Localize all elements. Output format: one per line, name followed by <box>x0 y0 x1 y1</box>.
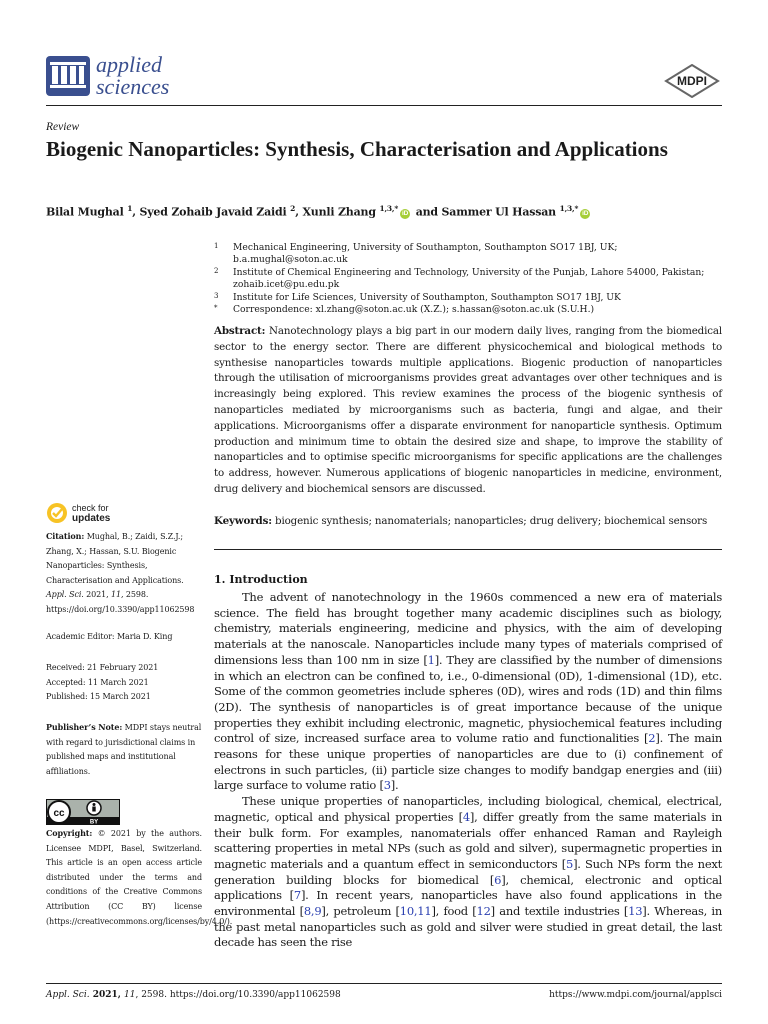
footer-doi[interactable]: , 2598. https://doi.org/10.3390/app11062598 <box>135 990 341 1000</box>
author-name[interactable]: Sammer Ul Hassan <box>441 205 556 219</box>
abstract-label: Abstract: <box>214 325 266 337</box>
citation <box>46 529 202 618</box>
author-affil: 1,3,* <box>379 204 399 213</box>
mdpi-logo-icon <box>664 64 720 98</box>
affiliation-item <box>214 304 724 316</box>
dates <box>46 661 202 705</box>
academic-editor: Academic Editor: Maria D. King <box>46 632 173 641</box>
journal-name <box>96 54 169 98</box>
paragraph <box>214 590 722 794</box>
affiliation-item <box>214 267 724 292</box>
paragraph-text: ], differ greatly from the same materials in their bulk form. For examples, nanomaterials offer enhanced Raman and Rayleigh scattering properties in metal NPs (such as gold and silver), supermagnetic properties in magnetic materials and a quantum effect in semiconductors [ <box>214 809 723 871</box>
footer-journal-url[interactable]: https://www.mdpi.com/journal/applsci <box>549 990 722 1000</box>
reference-link[interactable]: 12 <box>476 904 491 919</box>
cc-by-license-icon[interactable] <box>46 799 120 825</box>
affiliation-text: Institute of Chemical Engineering and Technology, University of the Punjab, Lahore 54000, Pakistan; zohaib.icet@pu.edu.pk <box>233 266 705 291</box>
author-name[interactable]: Xunli Zhang <box>302 205 376 219</box>
paragraph-text: ]. Whereas, in the past metal nanoparticles such as gold and silver were studied in great detail, the last decade has seen the rise <box>214 904 722 950</box>
keywords-label: Keywords: <box>214 515 272 527</box>
reference-link[interactable]: 10,11 <box>399 904 432 919</box>
orcid-icon[interactable]: iD <box>582 209 589 217</box>
article-type: Review <box>46 121 80 133</box>
paragraph-text: ], petroleum [ <box>321 904 400 919</box>
orcid-icon[interactable]: iD <box>402 209 409 217</box>
section-rule <box>214 549 722 550</box>
footer-year: 2021, <box>89 990 125 1000</box>
affiliation-mark: * <box>214 304 218 313</box>
reference-link[interactable]: 6 <box>494 872 502 887</box>
citation-journal: Appl. Sci. <box>46 590 84 600</box>
paragraph-text: ]. In recent years, nanoparticles have also found applications in the environmental [ <box>214 888 722 919</box>
journal-logo-icon <box>46 56 90 96</box>
copyright <box>46 826 233 929</box>
paragraph-text: ] and textile industries [ <box>490 904 629 919</box>
author-affil: 1,3,* <box>559 204 579 213</box>
affiliation-mark: 3 <box>214 291 219 300</box>
paragraph-text: ]. They are classified by the number of dimensions in which an electron can be confined to, i.e., 0-dimensional (0D), 1-dimensional (1D), etc. Some of the common geometries include spheres (0D), wires and rods (1D) and thin films (2D). The synthesis of nanoparticles is of great importance because of the unique properties they exhibit including electronic, magnetic, physiochemical features including control of size, increased surface area to volume ratio and functionalities [ <box>214 652 722 746</box>
footer-journal: Appl. Sci. <box>46 990 90 1000</box>
author-affil: 2 <box>290 204 296 213</box>
header-rule <box>46 105 722 106</box>
citation-year: 2021, <box>83 590 112 600</box>
section-heading: 1. Introduction <box>214 573 308 586</box>
paragraph-text: ]. The main reasons for these unique properties of nanoparticles are due to (i) confinement of electrons in such particles, (ii) particle size changes to modify bandgap energies and (iii) large surface to volume ratio [ <box>214 731 722 793</box>
check-updates-line1: check for <box>72 503 109 513</box>
affiliation-mark: 1 <box>214 242 219 250</box>
date-received: Received: 21 February 2021 <box>46 663 159 672</box>
affiliation-mark: 2 <box>214 266 219 275</box>
paragraph-text: ], chemical, electronic and optical applications [ <box>214 872 722 903</box>
reference-link[interactable]: 2 <box>648 731 656 746</box>
check-updates-icon <box>46 502 68 524</box>
author-sep: , <box>295 205 303 219</box>
affiliation-text: Correspondence: xl.zhang@soton.ac.uk (X.Z.); s.hassan@soton.ac.uk (S.U.H.) <box>233 304 595 316</box>
publisher-note <box>46 720 202 779</box>
paragraph-text: ], food [ <box>431 904 477 919</box>
reference-link[interactable]: 7 <box>293 888 301 903</box>
reference-link[interactable]: 13 <box>628 904 643 919</box>
author-name[interactable]: Bilal Mughal <box>46 205 124 219</box>
journal-name-line2: sciences <box>96 74 170 99</box>
cc-by-label: BY <box>89 819 99 825</box>
body-text <box>214 590 722 951</box>
reference-link[interactable]: 4 <box>462 809 470 824</box>
date-accepted: Accepted: 11 March 2021 <box>46 677 149 687</box>
author-sep: and <box>412 205 442 219</box>
publisher-note-text: MDPI stays neutral with regard to jurisdictional claims in published maps and institutional affiliations. <box>46 723 202 776</box>
paragraph <box>214 794 722 951</box>
paragraph-text: ]. <box>390 778 399 793</box>
citation-volume: 11 <box>111 590 122 600</box>
author-sep: , <box>132 205 140 219</box>
paragraph-text: These unique properties of nanoparticles, including biological, chemical, electrical, magnetic, optical and physical properties [ <box>214 794 722 824</box>
footer-rule <box>46 983 722 984</box>
reference-link[interactable]: 5 <box>565 856 574 871</box>
keywords-text: biogenic synthesis; nanomaterials; nanoparticles; drug delivery; biochemical sensors <box>275 515 708 527</box>
copyright-text: © 2021 by the authors. Licensee MDPI, Basel, Switzerland. This article is an open access article distributed under the terms and conditions of the Creative Commons Attribution (CC BY) license (https://creativecommons.org/licenses/by/4.0/). <box>46 829 233 926</box>
paragraph-text: ]. Such NPs form the next generation building blocks for biomedical [ <box>214 856 722 887</box>
mdpi-logo-text: MDPI <box>677 74 707 88</box>
affiliation-text: Institute for Life Sciences, University of Southampton, Southampton SO17 1BJ, UK <box>233 291 621 303</box>
svg-text:cc: cc <box>53 808 65 819</box>
affiliation-text: Mechanical Engineering, University of Southampton, Southampton SO17 1BJ, UK; b.a.mughal@soton.ac.uk <box>233 242 618 266</box>
footer-volume: 11 <box>124 990 136 1000</box>
check-updates-text <box>72 503 110 524</box>
reference-link[interactable]: 1 <box>427 652 435 667</box>
check-updates-line2: updates <box>72 513 111 524</box>
journal-name-line1: applied <box>96 52 162 77</box>
affiliation-item <box>214 242 724 267</box>
reference-link[interactable]: 3 <box>383 778 391 793</box>
copyright-label: Copyright: <box>46 828 93 838</box>
abstract-text: Nanotechnology plays a big part in our modern daily lives, ranging from the biomedical sector to the energy sector. There are different physicochemical and biological methods to synthesise nanoparticles towards multiple applications. Biogenic production of nanoparticles through the utilisation of microorganisms provides great advantages over other techniques and is increasingly being explored. This review examines the process of the biogenic synthesis of nanoparticles mediated by microorganisms such as bacteria, fungi and algae, and their applications. Microorganisms offer a disparate environment for nanoparticle synthesis. Optimum production and minimum time to obtain the desired size and shape, to improve the stability of nanoparticles and to optimise specific microorganisms for specific applications are the challenges to address, however. Numerous applications of biogenic nanoparticles in medicine, environment, drug delivery and biochemical sensors are discussed. <box>214 325 722 495</box>
author-name[interactable]: Syed Zohaib Javaid Zaidi <box>139 205 287 219</box>
check-for-updates-button[interactable] <box>46 502 111 528</box>
affiliation-item <box>214 292 724 304</box>
citation-text: Mughal, B.; Zaidi, S.Z.J.; Zhang, X.; Hassan, S.U. Biogenic Nanoparticles: Synthesis, Characterisation and Applications. <box>46 532 184 585</box>
article-title: Biogenic Nanoparticles: Synthesis, Characterisation and Applications <box>46 137 668 161</box>
publisher-note-label: Publisher’s Note: <box>46 722 123 732</box>
author-affil: 1 <box>127 204 133 213</box>
citation-label: Citation: <box>46 531 85 541</box>
paragraph-text: The advent of nanotechnology in the 1960s commenced a new era of materials science. The field has brought together many academic disciplines such as biology, chemistry, materials engineering, medicine and physics, with the aim of developing materials at the nanoscale. Nanoparticles include many types of materials comprised of dimensions less than 100 nm in size [ <box>214 590 722 667</box>
keywords <box>214 514 722 529</box>
citation-doi[interactable]: , 2598. https://doi.org/10.3390/app11062598 <box>46 590 195 614</box>
reference-link[interactable]: 8,9 <box>303 904 322 919</box>
date-published: Published: 15 March 2021 <box>46 692 151 702</box>
author-list <box>46 204 592 219</box>
abstract <box>214 324 722 498</box>
footer-citation <box>46 990 341 1000</box>
affiliations <box>214 242 724 316</box>
